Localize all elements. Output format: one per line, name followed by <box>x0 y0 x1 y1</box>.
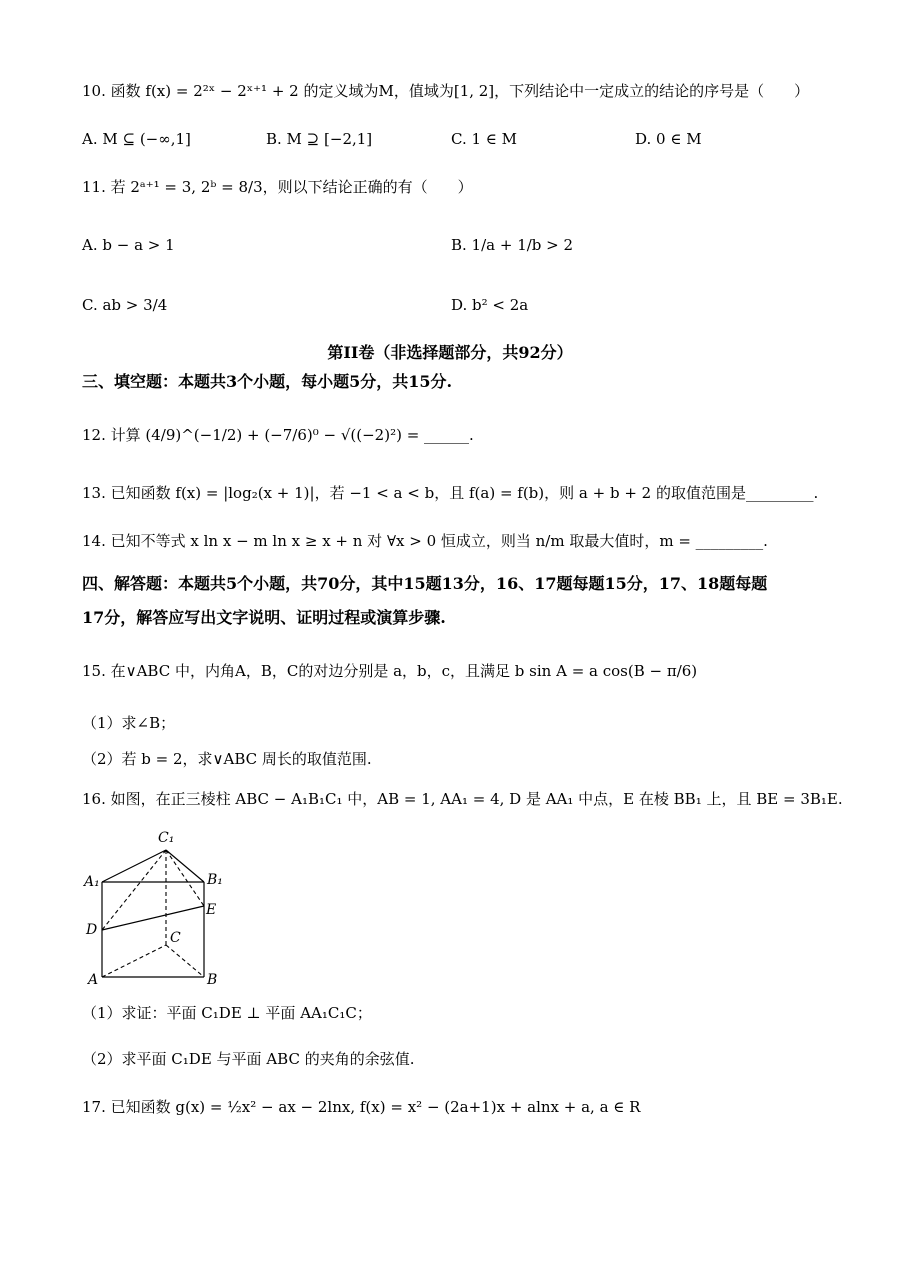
part2-title: 第II卷（非选择题部分，共92分） <box>327 343 573 362</box>
q11-option-b: B. 1/a + 1/b > 2 <box>451 236 574 254</box>
q15-stem: 15. 在∨ABC 中，内角A，B，C的对边分别是 a，b，c，且满足 b sin A = a cos(B − π/6) <box>82 662 698 680</box>
section3-title: 三、填空题：本题共3个小题，每小题5分，共15分. <box>82 372 453 391</box>
prism-figure <box>82 822 232 992</box>
q13-text: 13. 已知函数 f(x) = |log₂(x + 1)|，若 −1 < a < b，且 f(a) = f(b)，则 a + b + 2 的取值范围是_________. <box>82 484 819 502</box>
q15-part1: （1）求∠B； <box>82 714 176 732</box>
q16-stem: 16. 如图，在正三棱柱 ABC − A₁B₁C₁ 中，AB = 1, AA₁ = 4, D 是 AA₁ 中点，E 在棱 BB₁ 上，且 BE = 3B₁E. <box>82 790 843 808</box>
q15-part2: （2）若 b = 2，求∨ABC 周长的取值范围. <box>82 750 372 768</box>
label-a: A <box>88 972 99 988</box>
q14-text: 14. 已知不等式 x ln x − m ln x ≥ x + n 对 ∀x > 0 恒成立，则当 n/m 取最大值时，m = _________. <box>82 532 768 550</box>
label-d: D <box>86 922 98 938</box>
label-b1: B₁ <box>207 872 223 888</box>
section4-title-line1: 四、解答题：本题共5个小题，共70分，其中15题13分，16、17题每题15分，17、18题每题 <box>82 574 768 593</box>
q16-part2: （2）求平面 C₁DE 与平面 ABC 的夹角的余弦值. <box>82 1050 415 1068</box>
q11-option-a: A. b − a > 1 <box>82 236 175 254</box>
q10-option-c: C. 1 ∈ M <box>451 130 518 148</box>
q16-part1: （1）求证：平面 C₁DE ⊥ 平面 AA₁C₁C； <box>82 1004 372 1022</box>
q10-option-b: B. M ⊇ [−2,1] <box>266 130 373 148</box>
q11-stem: 11. 若 2ᵃ⁺¹ = 3, 2ᵇ = 8/3，则以下结论正确的有（ ） <box>82 178 473 196</box>
section4-title-line2: 17分，解答应写出文字说明、证明过程或演算步骤. <box>82 608 446 627</box>
label-c: C <box>170 930 181 946</box>
label-c1: C₁ <box>158 830 175 846</box>
q10-option-d: D. 0 ∈ M <box>635 130 702 148</box>
label-a1: A₁ <box>84 874 100 890</box>
q11-option-d: D. b² < 2a <box>451 296 529 314</box>
q12-text: 12. 计算 (4/9)^(−1/2) + (−7/6)⁰ − √((−2)²) = ______. <box>82 426 474 444</box>
q11-option-c: C. ab > 3/4 <box>82 296 168 314</box>
q10-option-a: A. M ⊆ (−∞,1] <box>82 130 191 148</box>
label-b: B <box>207 972 218 988</box>
q17-stem: 17. 已知函数 g(x) = ½x² − ax − 2lnx, f(x) = x² − (2a+1)x + alnx + a, a ∈ R <box>82 1098 641 1116</box>
q10-stem: 10. 函数 f(x) = 2²ˣ − 2ˣ⁺¹ + 2 的定义域为M，值域为[1, 2]，下列结论中一定成立的结论的序号是（ ） <box>82 82 810 100</box>
label-e: E <box>206 902 217 918</box>
